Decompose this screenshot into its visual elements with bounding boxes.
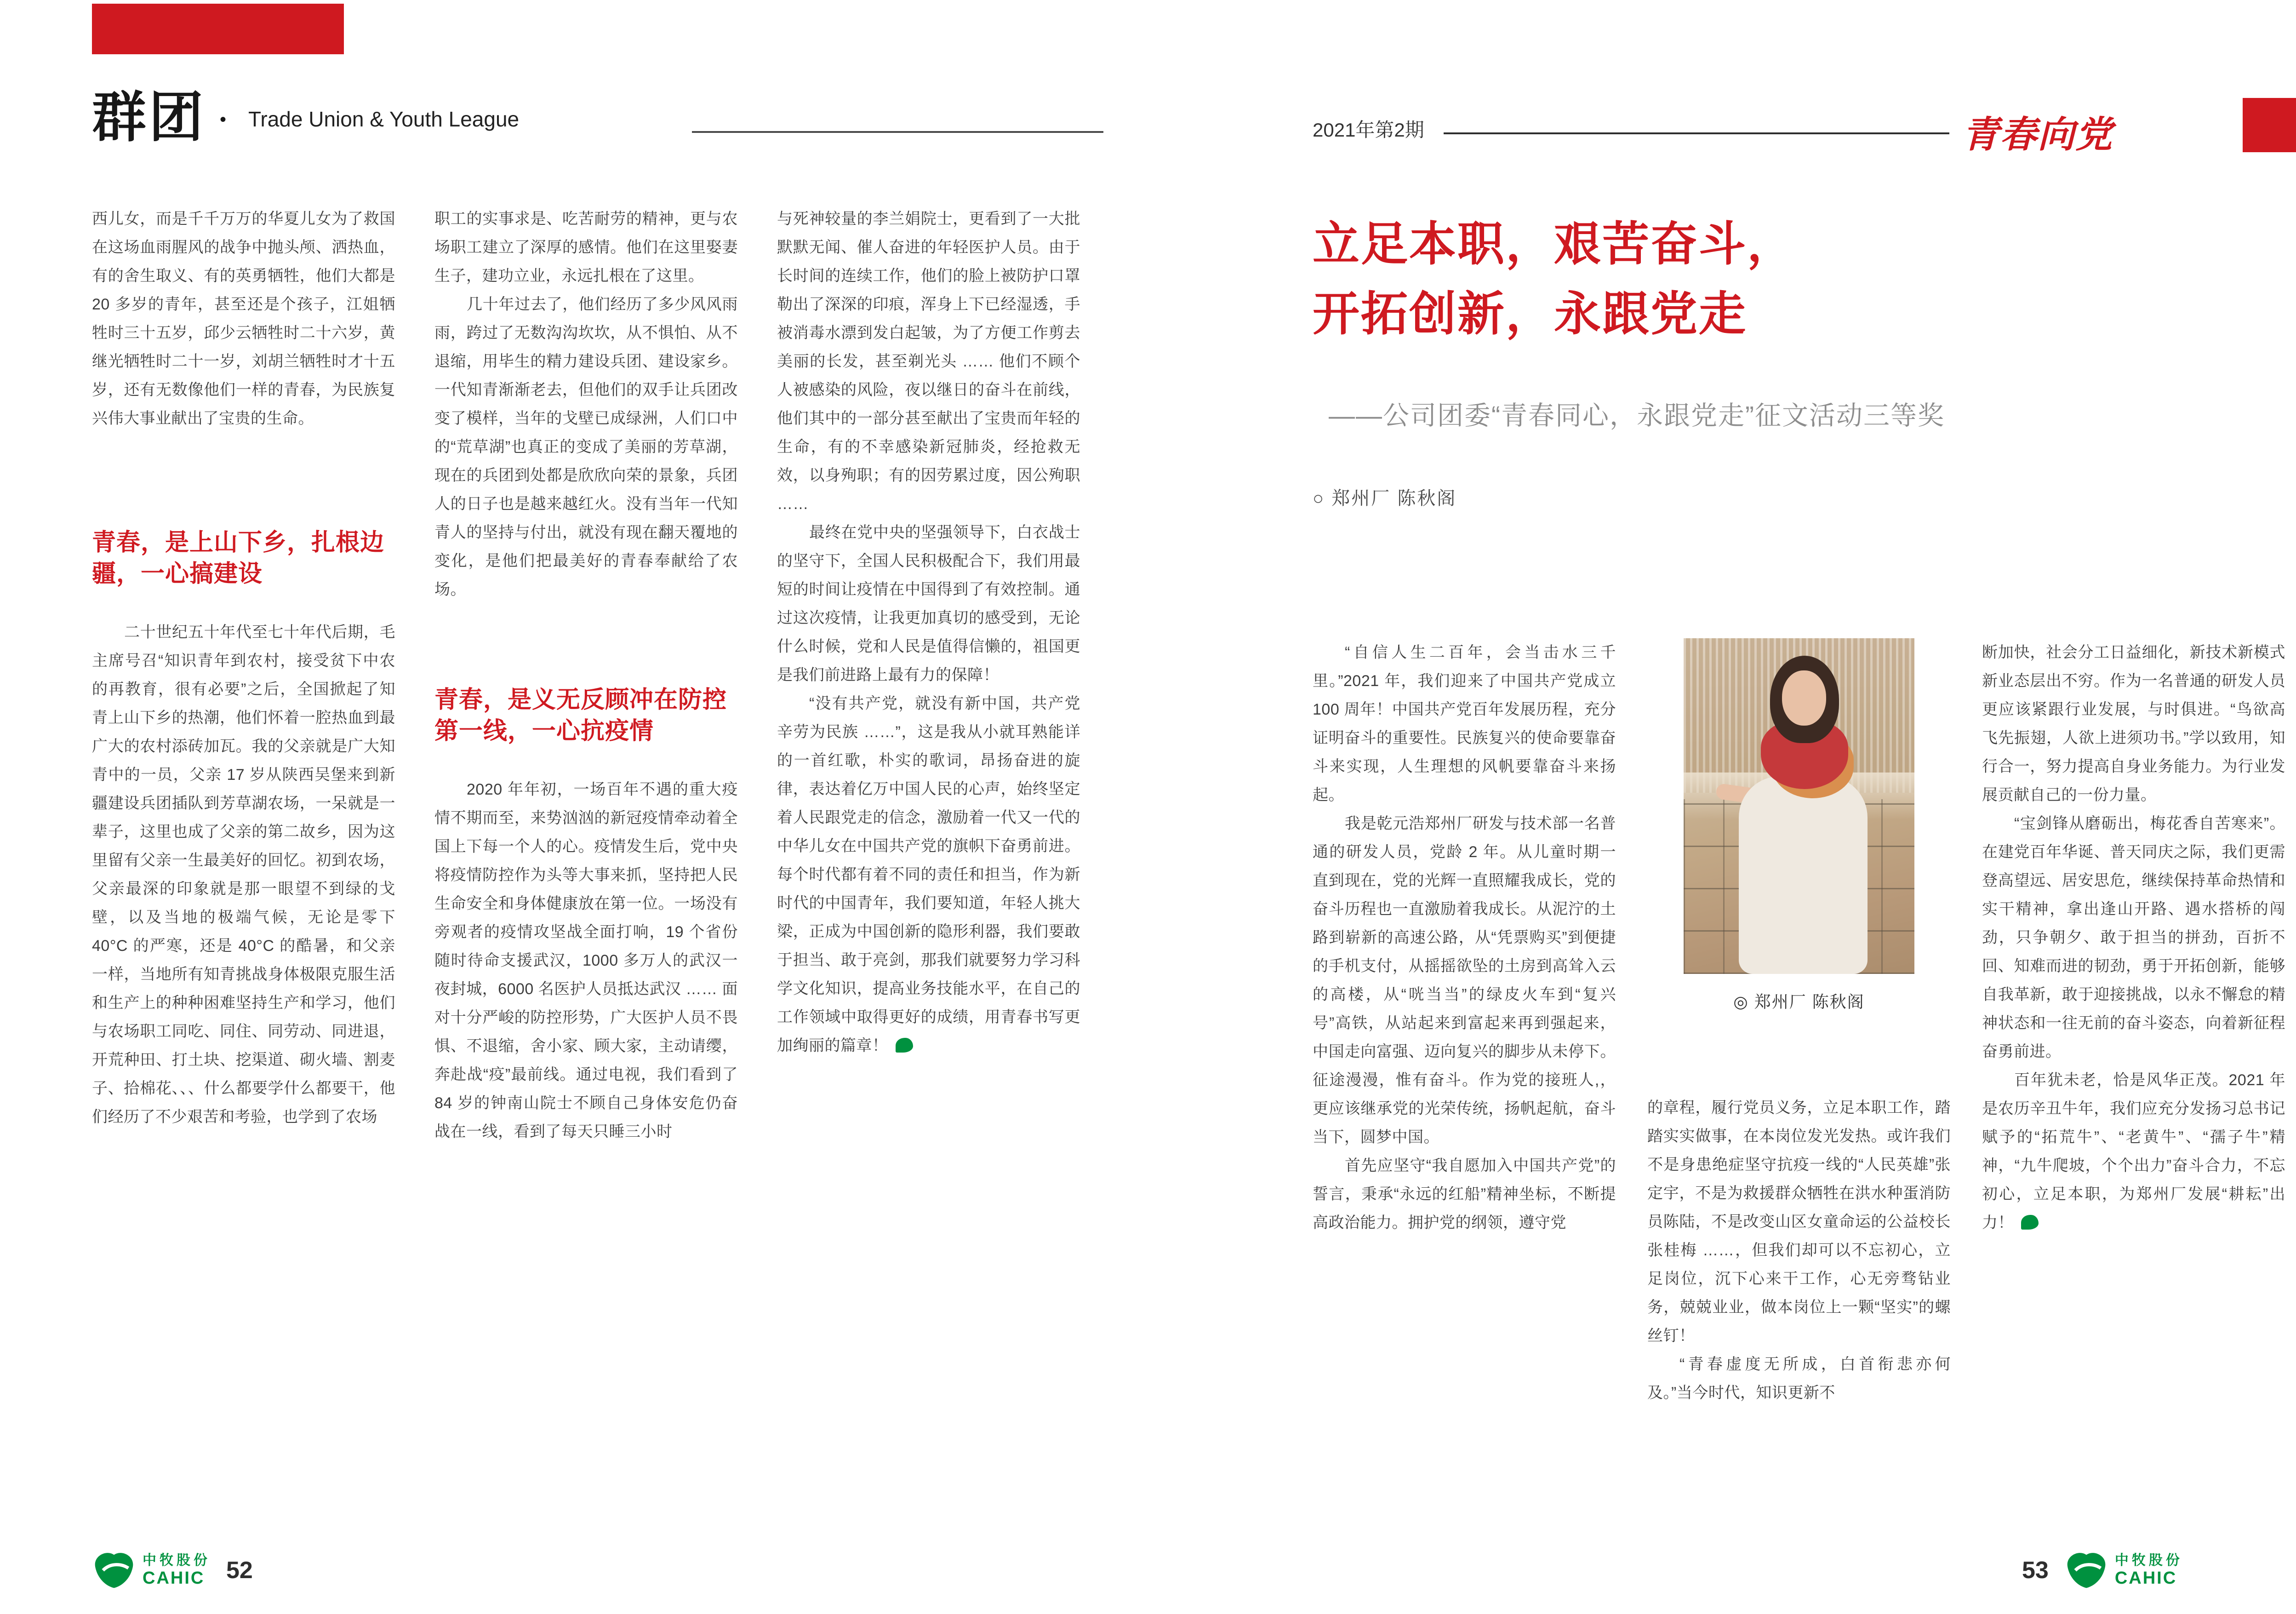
paragraph: 断加快，社会分工日益细化，新技术新模式新业态层出不穷。作为一名普通的研发人员更应该紧跟行业发展，与时俱进。“鸟欲高飞先振翅，人欲上进须功书。”学以致用，知行合一，努力提高自身业务能力。为行业发展贡献自己的一份力量。: [1982, 644, 2285, 804]
section-dot: •: [220, 109, 227, 130]
article-title-line1: 立足本职，艰苦奋斗，: [1313, 218, 1795, 270]
right-column-2: [1647, 638, 1951, 1526]
paragraph: 首先应坚守“我自愿加入中国共产党”的誓言，秉承“永远的红船”精神坐标，不断提高政治能力。拥护党的纲领，遵守党: [1313, 1157, 1616, 1231]
article-title-line2: 开拓创新，永跟党走: [1313, 288, 1747, 340]
right-column-1: [1313, 638, 1616, 1526]
article-title: [1313, 209, 2278, 349]
article-byline: ○ 郑州厂 陈秋阁: [1313, 488, 1457, 509]
sub-heading: 青春，是义无反顾冲在防控第一线，一心抗疫情: [434, 687, 727, 744]
paragraph: 最终在党中央的坚强领导下，白衣战士的坚守下，全国人民积极配合下，我们用最短的时间让疫情在中国得到了有效控制。通过这次疫情，让我更加真切的感受到，无论什么时候，党和人民是值得信懒的，祖国更是我们前进路上最有力的保障！: [777, 524, 1080, 684]
section-label-right: 青春向党: [1962, 114, 2113, 155]
article-photo: [1684, 638, 1914, 974]
left-red-bar: [92, 4, 344, 54]
section-title: 群团: [92, 87, 206, 148]
left-footer: [92, 1545, 253, 1596]
page-number-right: 53: [2022, 1557, 2049, 1584]
paragraph: 几十年过去了，他们经历了多少风风雨雨，跨过了无数沟沟坎坎，从不惧怕、从不退缩，用毕生的精力建设兵团、建设家乡。一代知青渐渐老去，但他们的双手让兵团改变了模样，当年的戈壁已成绿洲，人们口中的“荒草湖”也真正的变成了美丽的芳草湖，现在的兵团到处都是欣欣向荣的景象，兵团人的日子也是越来越红火。没有当年一代知青人的坚持与付出，就没有现在翻天覆地的变化，是他们把最美好的青春奉献给了农场。: [434, 296, 738, 598]
figure-face: [1782, 670, 1826, 726]
paragraph-text: “没有共产党，就没有新中国，共产党辛劳为民族 ……”，这是我从小就耳熟能详的一首红歌，朴实的歌词，昂扬奋进的旋律，表达着亿万中国人民的心声，始终坚定着人民跟党走的信念，激励着一代又一代的中华儿女在中国共产党的旗帜下奋勇前进。每个时代都有着不同的责任和担当，作为新时代的中国青年，我们要知道，年轻人挑大梁，正成为中国创新的隐形利器，我们要敢于担当、敢于亮剑，那我们就要努力学习科学文化知识，提高业务技能水平，在自己的工作领域中取得更好的成绩，用青春书写更加绚丽的篇章！: [777, 695, 1080, 1054]
logo-cn: 中牧股份: [2114, 1553, 2183, 1568]
cahic-logo-text: [143, 1554, 211, 1587]
right-footer: [2022, 1545, 2183, 1596]
paragraph: 我是乾元浩郑州厂研发与技术部一名普通的研发人员，党龄 2 年。从儿童时期一直到现在，党的光辉一直照耀我成长，党的奋斗历程也一直激励着我成长。从泥泞的土路到崭新的高速公路，从“凭票购买”到便捷的手机支付，从摇摇欲坠的土房到高耸入云的高楼，从“咣当当”的绿皮火车到“复兴号”高铁，从站起来到富起来再到强起来，中国走向富强、迈向复兴的脚步从未停下。征途漫漫，惟有奋斗。作为党的接班人,，更应该继承党的光荣传统，扬帆起航，奋斗当下，圆梦中国。: [1313, 815, 1616, 1146]
paragraph: [777, 689, 1080, 1060]
paragraph: 西儿女，而是千千万万的华夏儿女为了救国在这场血雨腥风的战争中抛头颅、洒热血，有的舍生取义、有的英勇牺牲，他们大都是 20 多岁的青年，甚至还是个孩子，江姐牺牲时三十五岁，邱少云牺牲时二十六岁，黄继光牺牲时二十一岁，刘胡兰牺牲时才十五岁，还有无数像他们一样的青春，为民族复兴伟大事业献出了宝贵的生命。: [92, 210, 395, 427]
paragraph: 2020 年年初，一场百年不遇的重大疫情不期而至，来势汹汹的新冠疫情牵动着全国上下每一个人的心。疫情发生后，党中央将疫情防控作为头等大事来抓，坚持把人民生命安全和身体健康放在第一位。一场没有旁观者的疫情攻坚战全面打响，19 个省份随时待命支援武汉，1000 多万人的武汉一夜封城，6000 名医护人员抵达武汉 …… 面对十分严峻的防控形势，广大医护人员不畏惧、不退缩，舍小家、顾大家，主动请缨，奔赴战“疫”最前线。通过电视，我们看到了 84 岁的钟南山院士不顾自己身体安危仍奋战在一线，看到了每天只睡三小时: [434, 781, 738, 1140]
logo-cn: 中牧股份: [143, 1553, 211, 1568]
section-subtitle-en: Trade Union & Youth League: [248, 107, 520, 131]
photo-caption: ◎ 郑州厂 陈秋阁: [1733, 992, 1865, 1011]
left-header-rule: [692, 131, 1103, 133]
paragraph: 与死神较量的李兰娟院士，更看到了一大批默默无闻、催人奋进的年轻医护人员。由于长时间的连续工作，他们的脸上被防护口罩勒出了深深的印痕，浑身上下已经湿透，手被消毒水漂到发白起皱，为了方便工作剪去美丽的长发，甚至剃光头 …… 他们不顾个人被感染的风险，夜以继日的奋斗在前线，他们其中的一部分甚至献出了宝贵而年轻的生命，有的不幸感染新冠肺炎，经抢救无效，以身殉职；有的因劳累过度，因公殉职 ……: [777, 210, 1080, 513]
paragraph: “青春虚度无所成，白首衔悲亦何及。”当今时代，知识更新不: [1647, 1356, 1951, 1402]
sub-heading: 青春，是上山下乡，扎根边疆，一心搞建设: [92, 529, 385, 587]
cahic-logo: [2064, 1551, 2183, 1589]
logo-en: CAHIC: [143, 1568, 205, 1588]
left-column-2: [434, 205, 738, 1529]
right-column-3: [1982, 638, 2285, 1526]
cahic-end-mark-icon: [896, 1038, 913, 1053]
left-column-3: [777, 205, 1080, 1529]
left-column-1: [92, 205, 395, 1529]
page-number-left: 52: [226, 1557, 253, 1584]
article-subtitle: ——公司团委“青春同心，永跟党走”征文活动三等奖: [1329, 401, 1945, 430]
paragraph: 的章程，履行党员义务，立足本职工作，踏踏实实做事，在本岗位发光发热。或许我们不是身患绝症坚守抗疫一线的“人民英雄”张定宇，不是为救援群众牺牲在洪水种蛋消防员陈陆，不是改变山区女童命运的公益校长张桂梅 ……，但我们却可以不忘初心，立足岗位，沉下心来干工作，心无旁骛钻业务，兢兢业业，做本岗位上一颗“坚实”的螺丝钉！: [1647, 1099, 1951, 1345]
paragraph: 职工的实事求是、吃苦耐劳的精神，更与农场职工建立了深厚的感情。他们在这里娶妻生子，建功立业，永远扎根在了这里。: [434, 210, 738, 285]
paragraph: “自信人生二百年，会当击水三千里。”2021 年，我们迎来了中国共产党成立 100 周年！中国共产党百年发展历程，充分证明奋斗的重要性。民族复兴的使命要靠奋斗来实现，人生理想的风帆要靠奋斗来扬起。: [1313, 644, 1616, 804]
cahic-leaf-icon: [2064, 1551, 2108, 1589]
paragraph: [1982, 1066, 2285, 1237]
cahic-end-mark-icon: [2021, 1215, 2039, 1230]
cahic-logo: [92, 1551, 211, 1589]
paragraph: “宝剑锋从磨砺出，梅花香自苦寒来”。在建党百年华诞、普天同庆之际，我们更需登高望远、居安思危，继续保持革命热情和实干精神，拿出逢山开路、遇水搭桥的闯劲，只争朝夕、敢于担当的拼劲，百折不回、知难而进的韧劲，勇于开拓创新，能够自我革新，敢于迎接挑战，以永不懈怠的精神状态和一往无前的奋斗姿态，向着新征程奋勇前进。: [1982, 815, 2285, 1060]
figure-dress: [1739, 776, 1868, 974]
cahic-leaf-icon: [92, 1551, 136, 1589]
cahic-logo-text: [2115, 1554, 2183, 1587]
paragraph: 二十世纪五十年代至七十年代后期，毛主席号召“知识青年到农村，接受贫下中农的再教育，很有必要”之后，全国掀起了知青上山下乡的热潮，他们怀着一腔热血到最广大的农村添砖加瓦。我的父亲就是广大知青中的一员，父亲 17 岁从陕西吴堡来到新疆建设兵团插队到芳草湖农场，一呆就是一辈子，这里也成了父亲的第二故乡，因为这里留有父亲一生最美好的回忆。初到农场，父亲最深的印象就是那一眼望不到绿的戈壁，以及当地的极端气候，无论是零下 40°C 的严寒，还是 40°C 的酷暑，和父亲一样，当地所有知青挑战身体极限克服生活和生产上的种种困难坚持生产和学习，他们与农场职工同吃、同住、同劳动、同进退，开荒种田、打土块、挖渠道、砌火墙、割麦子、拾棉花、、、什么都要学什么都要干，他们经历了不少艰苦和考验，也学到了农场: [92, 624, 395, 1126]
right-header-rule: [1444, 132, 1949, 134]
paragraph-text: 百年犹未老，恰是风华正茂。2021 年是农历辛丑牛年，我们应充分发扬习总书记赋予的“拓荒牛”、“老黄牛”、“孺子牛”精神，“九牛爬坡，个个出力”奋斗合力，不忘初心，立足本职，为郑州厂发展“耕耘”出力！: [1982, 1071, 2285, 1231]
right-red-block: [2243, 98, 2296, 152]
logo-en: CAHIC: [2114, 1568, 2177, 1588]
issue-label: 2021年第2期: [1313, 119, 1424, 141]
